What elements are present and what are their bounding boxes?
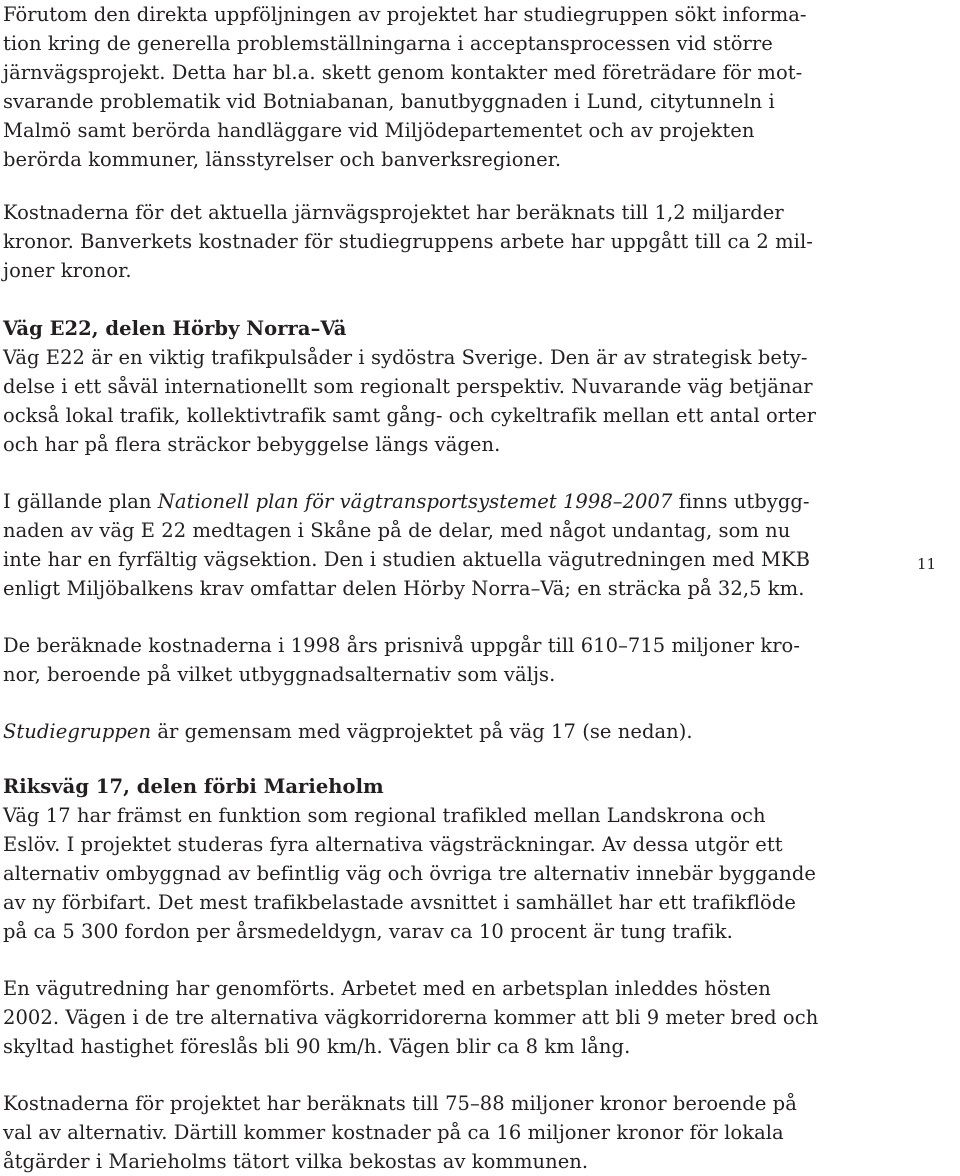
text-line: En vägutredning har genomförts. Arbetet med en arbetsplan inleddes hösten bbox=[3, 977, 771, 1000]
text-line: delse i ett såväl internationellt som regionalt perspektiv. Nuvarande väg betjänar bbox=[3, 375, 813, 398]
text-line: Eslöv. I projektet studeras fyra alternativa vägsträckningar. Av dessa utgör ett bbox=[3, 833, 783, 856]
text-line: inte har en fyrfältig vägsektion. Den i studien aktuella vägutredningen med MKB bbox=[3, 548, 811, 571]
section-heading: Riksväg 17, delen förbi Marieholm bbox=[3, 775, 384, 798]
text-line: åtgärder i Marieholms tätort vilka bekostas av kommunen. bbox=[3, 1150, 589, 1173]
text-run: I gällande plan bbox=[3, 490, 158, 513]
text-run: finns utbygg- bbox=[672, 490, 810, 513]
paragraph-national-plan bbox=[3, 487, 853, 603]
text-line: också lokal trafik, kollektivtrafik samt gång- och cykeltrafik mellan ett antal orter bbox=[3, 404, 817, 427]
text-line: Väg E22 är en viktig trafikpulsåder i sydöstra Sverige. Den är av strategisk bety- bbox=[3, 346, 808, 369]
text-run: är gemensam med vägprojektet på väg 17 (se nedan). bbox=[151, 720, 693, 743]
section-riksvag-17 bbox=[3, 772, 853, 946]
text-line: Kostnaderna för projektet har beräknats till 75–88 miljoner kronor beroende på bbox=[3, 1092, 797, 1115]
text-line: alternativ ombyggnad av befintlig väg och övriga tre alternativ innebär byggande bbox=[3, 862, 816, 885]
text-line: Malmö samt berörda handläggare vid Miljödepartementet och av projekten bbox=[3, 119, 755, 142]
text-line: tion kring de generella problemställningarna i acceptansprocessen vid större bbox=[3, 32, 773, 55]
text-line: 2002. Vägen i de tre alternativa vägkorridorerna kommer att bli 9 meter bred och bbox=[3, 1006, 819, 1029]
section-e22 bbox=[3, 314, 853, 459]
study-group-term: Studiegruppen bbox=[3, 720, 152, 743]
text-line: Kostnaderna för det aktuella järnvägsprojektet har beräknats till 1,2 miljarder bbox=[3, 201, 784, 224]
text-line: val av alternativ. Därtill kommer kostnader på ca 16 miljoner kronor för lokala bbox=[3, 1121, 784, 1144]
text-line: naden av väg E 22 medtagen i Skåne på de delar, med något undantag, som nu bbox=[3, 519, 791, 542]
text-line: De beräknade kostnaderna i 1998 års prisnivå uppgår till 610–715 miljoner kro- bbox=[3, 634, 800, 657]
paragraph-road-study bbox=[3, 974, 853, 1061]
text-line: skyltad hastighet föreslås bli 90 km/h. Vägen blir ca 8 km lång. bbox=[3, 1035, 631, 1058]
paragraph-followup bbox=[3, 0, 853, 174]
text-line: nor, beroende på vilket utbyggnadsalternativ som väljs. bbox=[3, 663, 556, 686]
text-line: och har på flera sträckor bebyggelse längs vägen. bbox=[3, 433, 501, 456]
paragraph-study-group bbox=[3, 717, 853, 746]
text-line: svarande problematik vid Botniabanan, banutbyggnaden i Lund, citytunneln i bbox=[3, 90, 775, 113]
text-line: enligt Miljöbalkens krav omfattar delen Hörby Norra–Vä; en sträcka på 32,5 km. bbox=[3, 577, 805, 600]
paragraph-e22-costs bbox=[3, 631, 853, 689]
page-number: 11 bbox=[917, 555, 937, 573]
text-line bbox=[3, 487, 853, 516]
text-line: joner kronor. bbox=[3, 259, 132, 282]
text-line: Väg 17 har främst en funktion som regional trafikled mellan Landskrona och bbox=[3, 804, 766, 827]
text-line: på ca 5 300 fordon per årsmedeldygn, varav ca 10 procent är tung trafik. bbox=[3, 920, 733, 943]
paragraph-road17-costs bbox=[3, 1089, 853, 1176]
text-line: kronor. Banverkets kostnader för studiegruppens arbete har uppgått till ca 2 mil- bbox=[3, 230, 813, 253]
text-line bbox=[3, 717, 853, 746]
text-line: järnvägsprojekt. Detta har bl.a. skett genom kontakter med företrädare för mot- bbox=[3, 61, 803, 84]
paragraph-railway-costs bbox=[3, 198, 853, 285]
plan-title: Nationell plan för vägtransportsystemet 1998–2007 bbox=[157, 490, 673, 513]
text-line: berörda kommuner, länsstyrelser och banverksregioner. bbox=[3, 148, 562, 171]
section-heading: Väg E22, delen Hörby Norra–Vä bbox=[3, 317, 347, 340]
text-line: av ny förbifart. Det mest trafikbelastade avsnittet i samhället har ett trafikflöde bbox=[3, 891, 796, 914]
text-line: Förutom den direkta uppföljningen av projektet har studiegruppen sökt informa- bbox=[3, 3, 807, 26]
